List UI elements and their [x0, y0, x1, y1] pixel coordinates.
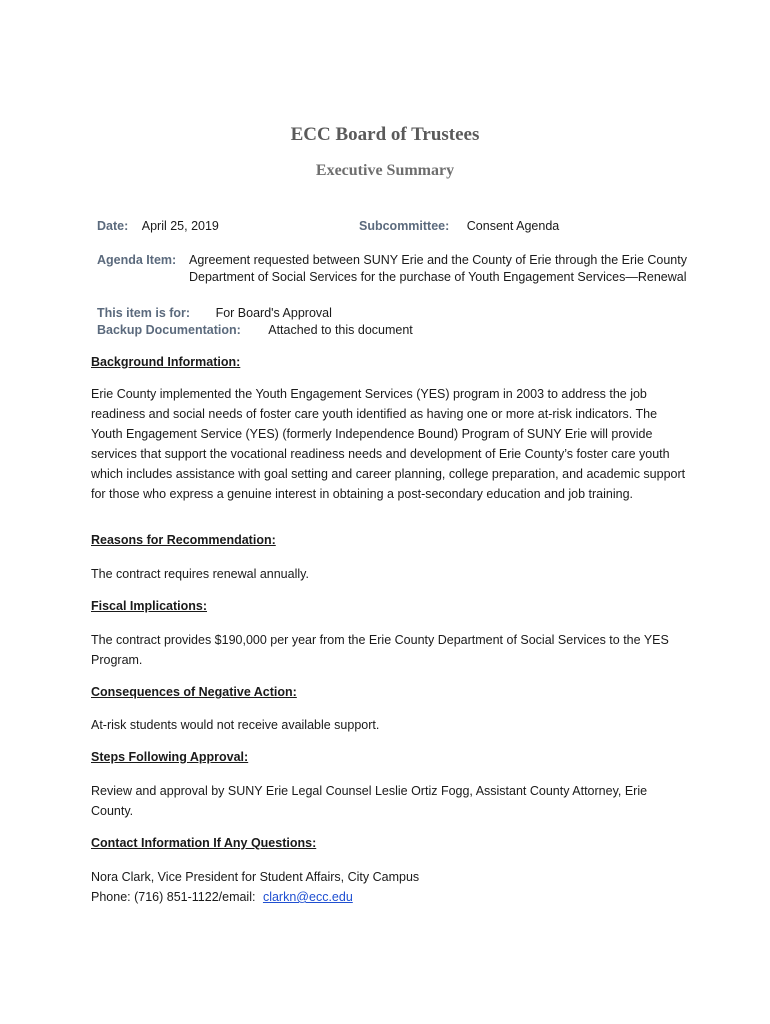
date-value: April 25, 2019	[141, 219, 219, 233]
agenda-item-field	[97, 252, 697, 286]
subcommittee-value: Consent Agenda	[466, 219, 560, 233]
agenda-item-label: Agenda Item:	[97, 253, 177, 267]
contact-name-line: Nora Clark, Vice President for Student Affairs, City Campus	[91, 870, 420, 884]
date-field	[97, 218, 219, 235]
backup-value: Attached to this document	[268, 323, 413, 337]
background-body: Erie County implemented the Youth Engagement Services (YES) program in 2003 to address the job readiness and social needs of foster care youth identified as having one or more at-risk indicators. The Youth Engagement Service (YES) (formerly Independence Bound) Program of SUNY Erie will provide services that support the vocational readiness needs and development of Erie County’s foster care youth which includes assistance with goal setting and career planning, college preparation, and academic support for those who express a genuine interest in obtaining a post-secondary education and job training.	[91, 387, 686, 501]
contact-phone-line	[91, 887, 691, 907]
fiscal-body: The contract provides $190,000 per year from the Erie County Department of Social Services to the YES Program.	[91, 633, 669, 667]
subcommittee-field	[359, 218, 559, 235]
document-title: ECC Board of Trustees	[290, 124, 480, 145]
document-subtitle: Executive Summary	[315, 162, 455, 179]
background-heading: Background Information:	[91, 355, 241, 369]
reasons-body: The contract requires renewal annually.	[91, 567, 309, 581]
steps-body: Review and approval by SUNY Erie Legal Counsel Leslie Ortiz Fogg, Assistant County Attorney, Erie County.	[91, 784, 648, 818]
steps-heading: Steps Following Approval:	[91, 750, 249, 764]
consequences-body: At-risk students would not receive available support.	[91, 718, 380, 732]
reasons-heading: Reasons for Recommendation:	[91, 533, 276, 547]
subcommittee-label: Subcommittee:	[359, 219, 450, 233]
contact-email-link[interactable]: clarkn@ecc.edu	[262, 890, 353, 904]
consequences-heading: Consequences of Negative Action:	[91, 685, 297, 699]
fiscal-heading: Fiscal Implications:	[91, 599, 208, 613]
contact-phone-text: Phone: (716) 851-1122/email:	[91, 890, 256, 904]
contact-heading: Contact Information If Any Questions:	[91, 836, 317, 850]
backup-field	[97, 322, 413, 339]
date-label: Date:	[97, 219, 129, 233]
item-for-value: For Board's Approval	[215, 306, 332, 320]
agenda-item-value: Agreement requested between SUNY Erie and the County of Erie through the Erie County Department of Social Services for the purchase of Youth Engagement Services—Renewal	[189, 253, 687, 284]
backup-label: Backup Documentation:	[97, 323, 241, 337]
item-for-field	[97, 305, 332, 322]
item-for-label: This item is for:	[97, 306, 191, 320]
